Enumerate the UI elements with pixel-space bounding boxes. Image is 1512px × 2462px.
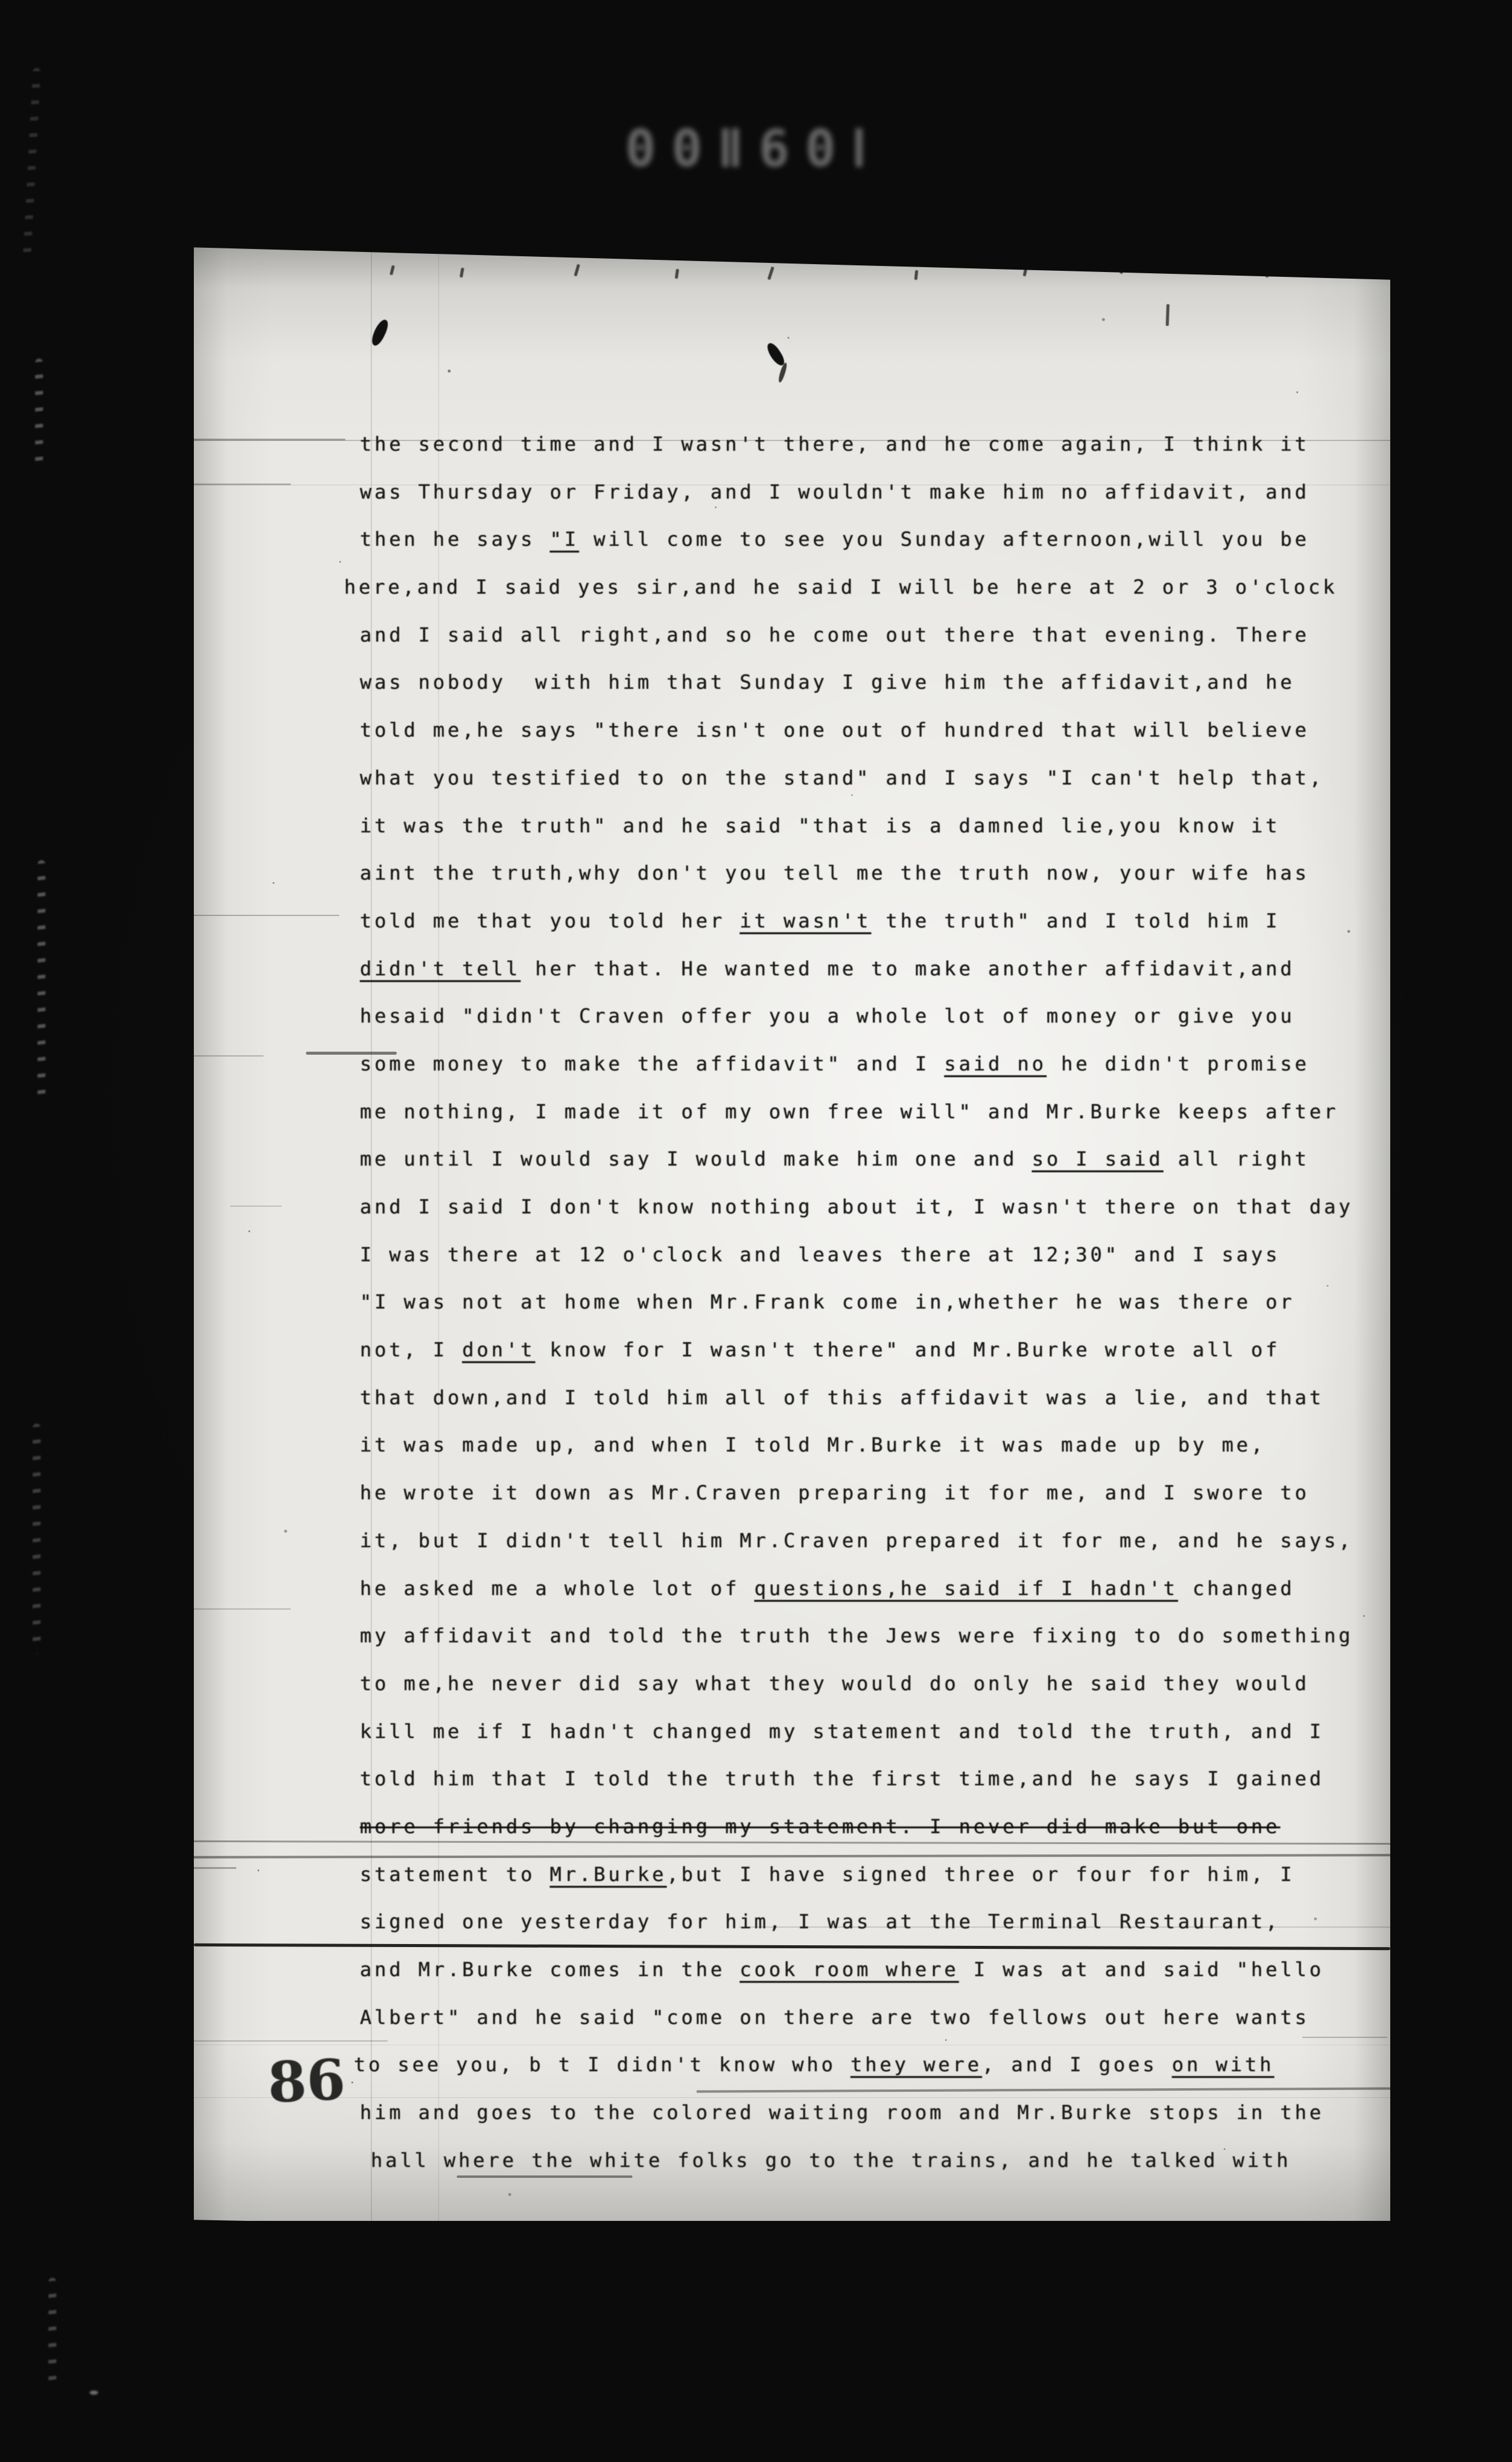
underlined-text: "I [549, 528, 579, 551]
text-segment: the second time and I wasn't there, and he come again, I think it [360, 433, 1310, 456]
text-line [360, 897, 1353, 945]
text-line [360, 849, 1353, 897]
ink-tick [768, 267, 775, 280]
text-line [344, 563, 1353, 611]
text-line [360, 1660, 1353, 1708]
text-line [360, 706, 1353, 754]
text-segment: ,but I have signed three or four for him, I [666, 1862, 1295, 1886]
underlined-text: said no [944, 1052, 1047, 1075]
text-segment: told him that I told the truth the first time,and he says I gained [360, 1767, 1324, 1791]
ink-tick [914, 270, 918, 280]
text-line [360, 945, 1353, 993]
text-segment: here,and I said yes sir,and he said I will be here at 2 or 3 o'clock [344, 576, 1338, 599]
text-segment: it was made up, and when I told Mr.Burke it was made up by me, [360, 1433, 1266, 1457]
text-line [360, 1946, 1353, 1994]
text-line [360, 1994, 1353, 2042]
text-line [354, 2041, 1353, 2089]
text-segment: told me that you told her [360, 909, 740, 932]
text-line [360, 420, 1353, 468]
text-segment: that down,and I told him all of this affidavit was a lie, and that [360, 1385, 1324, 1409]
film-bottom-edge [194, 2220, 1390, 2221]
text-segment: and I said all right,and so he come out there that evening. There [360, 623, 1310, 646]
text-line [360, 2089, 1353, 2137]
text-line [360, 1183, 1353, 1231]
text-segment: told me,he says "there isn't one out of hundred that will believe [360, 718, 1310, 742]
text-segment: him and goes to the colored waiting room and Mr.Burke stops in the [360, 2101, 1324, 2125]
text-segment: my affidavit and told the truth the Jews were fixing to do something [360, 1624, 1353, 1648]
text-segment: what you testified to on the stand" and I says "I can't help that, [360, 766, 1324, 789]
margin-mark [230, 1206, 282, 1207]
text-segment: some money to make the affidavit" and I [360, 1052, 944, 1075]
text-segment: me nothing, I made it of my own free will" and Mr.Burke keeps after [360, 1100, 1339, 1123]
text-segment: and Mr.Burke comes in the [360, 1958, 740, 1981]
film-edge-scratch [35, 359, 43, 468]
text-segment: he asked me a whole lot of [360, 1576, 755, 1600]
margin-mark [194, 915, 339, 916]
text-segment: was nobody with him that Sunday I give him the affidavit,and he [360, 671, 1295, 694]
text-line [360, 1612, 1353, 1660]
film-top-edge [194, 246, 1390, 280]
ink-tick [390, 265, 395, 276]
margin-mark [194, 1055, 264, 1057]
underlined-text: questions,he said if I hadn't [754, 1576, 1178, 1600]
text-line [360, 1803, 1353, 1851]
underlined-text: it wasn't [740, 909, 872, 932]
text-segment: me until I would say I would make him one and [360, 1147, 1032, 1171]
page-number-stamp: 86 [266, 2046, 347, 2115]
text-segment: all right [1163, 1147, 1310, 1171]
underlined-text: don't [462, 1338, 536, 1362]
text-segment: the truth" and I told him I [871, 909, 1281, 932]
underlined-text: cook room where [740, 1958, 959, 1981]
scan-line [194, 439, 345, 440]
text-segment: "I was not at home when Mr.Frank come in,whether he was there or [360, 1290, 1295, 1314]
text-line [360, 1851, 1353, 1899]
text-line [360, 1469, 1353, 1517]
text-line [360, 659, 1353, 706]
ink-tick [1166, 304, 1169, 326]
text-segment: hall where the white folks go to the trains, and he talked with [371, 2148, 1292, 2172]
margin-mark [194, 1608, 291, 1610]
underlined-text: Mr.Burke [549, 1862, 667, 1886]
text-line [371, 2137, 1353, 2185]
film-edge-scratch [38, 860, 45, 1103]
text-segment: , and I goes [981, 2053, 1172, 2077]
text-line [360, 1040, 1353, 1088]
text-segment: not, I [360, 1338, 462, 1362]
film-edge-scratch [33, 1424, 41, 1654]
text-segment: aint the truth,why don't you tell me the truth now, your wife has [360, 861, 1310, 885]
text-segment: I was there at 12 o'clock and leaves there at 12;30" and I says [360, 1243, 1281, 1266]
text-segment: signed one yesterday for him, I was at the Terminal Restaurant, [360, 1910, 1281, 1934]
text-segment: to me,he never did say what they would do only he said they would [360, 1671, 1310, 1695]
text-line [360, 754, 1353, 802]
text-line [360, 1231, 1353, 1279]
frame-number-stamp: 00Ⅱ60Ⅰ [625, 119, 883, 178]
text-line [360, 1326, 1353, 1374]
text-segment: hesaid "didn't Craven offer you a whole lot of money or give you [360, 1004, 1295, 1028]
text-line [360, 1135, 1353, 1183]
text-line [360, 1708, 1353, 1756]
text-segment: to see you, b t I didn't know who [354, 2053, 850, 2077]
text-segment: I was at and said "hello [958, 1958, 1324, 1981]
text-segment: Albert" and he said "come on there are two fellows out here wants [360, 2005, 1310, 2029]
text-segment: he didn't promise [1046, 1052, 1310, 1075]
margin-mark [194, 1867, 236, 1869]
ink-blot [369, 317, 391, 347]
text-segment: know for I wasn't there" and Mr.Burke wrote all of [535, 1338, 1281, 1362]
underlined-text: didn't tell [360, 957, 521, 980]
text-segment: changed [1178, 1576, 1295, 1600]
text-segment: and I said I don't know nothing about it, I wasn't there on that day [360, 1195, 1353, 1218]
text-segment: kill me if I hadn't changed my statement and told the truth, and I [360, 1719, 1324, 1743]
text-segment: he wrote it down as Mr.Craven preparing it for me, and I swore to [360, 1481, 1310, 1505]
text-segment: statement to [360, 1862, 550, 1886]
text-line [360, 1374, 1353, 1422]
underlined-text: so I said [1032, 1147, 1164, 1171]
ink-tick [675, 269, 679, 279]
text-segment: it was the truth" and he said "that is a damned lie,you know it [360, 814, 1281, 837]
text-line [360, 468, 1353, 516]
film-edge-scratch [23, 68, 41, 262]
text-line [360, 1565, 1353, 1613]
text-line [360, 516, 1353, 563]
text-line [360, 802, 1353, 850]
scan-line [194, 483, 291, 485]
text-line [360, 1898, 1353, 1946]
underlined-text: on with [1172, 2053, 1275, 2077]
text-segment: will come to see you Sunday afternoon,will you be [579, 528, 1310, 551]
text-line [360, 1088, 1353, 1136]
underlined-text: they were [850, 2053, 982, 2077]
ink-tick [574, 264, 580, 277]
text-segment: it, but I didn't tell him Mr.Craven prepared it for me, and he says, [360, 1528, 1353, 1552]
document-page [194, 246, 1390, 2221]
film-speck [90, 2391, 98, 2395]
text-line [360, 992, 1353, 1040]
typed-text [344, 420, 1353, 2184]
text-line [360, 1278, 1353, 1326]
ink-tick [460, 268, 465, 278]
text-segment: was Thursday or Friday, and I wouldn't make him no affidavit, and [360, 480, 1310, 503]
text-line [360, 1517, 1353, 1565]
text-line [360, 1755, 1353, 1803]
text-segment: then he says [360, 528, 550, 551]
struck-text: more friends by changing my statement. I never did make but one [360, 1814, 1281, 1838]
text-line [360, 1421, 1353, 1469]
ink-blot [777, 362, 788, 383]
text-line [360, 611, 1353, 659]
film-edge-scratch [48, 2278, 56, 2387]
text-segment: her that. He wanted me to make another affidavit,and [520, 957, 1295, 980]
